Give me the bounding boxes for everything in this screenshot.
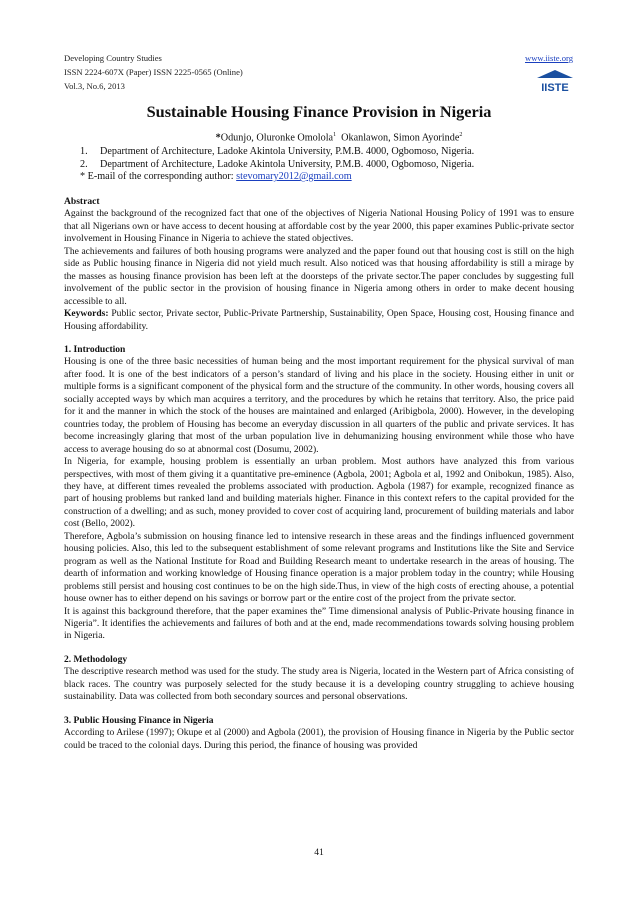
keywords-text: Public sector, Private sector, Public-Private Partnership, Sustainability, Open Space, Housing cost, Housing finance and Housing affordability.: [64, 308, 574, 332]
intro-heading: 1. Introduction: [64, 343, 126, 355]
logo-text: IISTE: [541, 82, 569, 94]
methodology-text: The descriptive research method was used for the study. The study area is Nigeria, located in the Western part of Africa consisting of black races. The country was purposely selected for the study because it is a developing country struggling to achieve housing sustainability. Data was collected from both secondary sources and personal observations.: [64, 666, 574, 703]
affiliation-1-num: 1.: [80, 146, 88, 157]
author-2: Okanlawon, Simon Ayorinde: [341, 132, 460, 144]
paper-title: Sustainable Housing Finance Provision in Nigeria: [146, 102, 492, 121]
affiliation-2: [80, 158, 474, 171]
paper-body: [64, 196, 574, 752]
abstract-text-2: The achievements and failures of both housing programs were analyzed and the paper found out that housing cost is still on the high side as Public housing finance in Nigeria did not yield much result. Also noticed was that housing affordability is still a mirage by the masses as housing finance provision has been left at the doorsteps of the private sector.The paper concludes by suggesting full involvement of the public sector in the provision of housing finance in Nigeria among others in order to make decent housing accessible to all.: [64, 245, 574, 307]
iiste-logo: [535, 66, 575, 94]
page-number: 41: [314, 847, 324, 858]
journal-url-link[interactable]: www.iiste.org: [525, 53, 573, 63]
public-finance-heading: 3. Public Housing Finance in Nigeria: [64, 714, 214, 726]
author-2-sup: 2: [459, 132, 463, 138]
abstract-text: Against the background of the recognized fact that one of the objectives of Nigeria National Housing Policy of 1991 was to ensure that all Nigerians own or have access to decent housing at affordable cost by the year 2000, this paper examines Public-private sector involvement in Housing Finance in Nigeria to achieve the stated objectives.: [64, 208, 574, 245]
affiliation-2-text: Department of Architecture, Ladoke Akintola University, P.M.B. 4000, Ogbomoso, Nigeria.: [100, 159, 475, 170]
affiliation-2-num: 2.: [80, 159, 88, 170]
corresponding-marker: *: [215, 132, 221, 144]
email-prefix: * E-mail of the corresponding author:: [80, 171, 237, 182]
intro-paragraph-4: It is against this background therefore, that the paper examines the” Time dimensional analysis of Public-Private housing finance in Nigeria”. It identifies the achievements and failures of both and at the end, made recommendations towards solving housing problem in Nigeria.: [64, 605, 574, 642]
intro-paragraph-1: Housing is one of the three basic necessities of human being and the most important requirement for the physical survival of man after food. It is one of the best indicators of a person’s standard of living and his place in the society. Housing either in unit or multiple forms is a significant component of the physical form and the structure of the community. In other words, housing covers all socially accepted ways by which man acquires a territory, and the procedures by which he retains that territory. Also, the price paid for it and the manner in which the stock of the houses are maintained and enlarged (Aribigbola, 2000). However, in the developing countries today, the problem of Housing has become an everyday discussion in all quarters of the public and private services. It has become increasingly glaring that most of the urban population live in dehumanizing housing environment while those who have access to average housing do so at abnormal cost (Dosumu, 2002).: [64, 356, 574, 455]
abstract-heading: Abstract: [64, 196, 100, 207]
journal-volume: Vol.3, No.6, 2013: [64, 81, 125, 91]
affiliation-1: [80, 145, 474, 158]
keywords-paragraph: [64, 308, 574, 333]
author-1-sup: 1: [333, 132, 337, 138]
journal-issn: ISSN 2224-607X (Paper) ISSN 2225-0565 (Online): [64, 67, 243, 77]
methodology-heading: 2. Methodology: [64, 653, 128, 665]
author-1: Odunjo, Oluronke Omolola: [220, 132, 334, 144]
email-link[interactable]: stevomary2012@gmail.com: [236, 171, 352, 182]
keywords-label: Keywords:: [64, 308, 109, 320]
intro-paragraph-3: Therefore, Agbola’s submission on housing finance led to intensive research in these areas and the findings influenced government housing policies. Also, this led to the subsequent establishment of some relevant programs and Institutions like the Site and Service program as well as the National Institute for Road and Building Research meant to undertake research in the areas of housing. The dearth of information and working knowledge of Housing finance operation is a major problem today in the country; while Housing problems still persist and housing cost continues to be on the high side.Thus, in view of the high costs of erecting ahouse, a potential house owner has to either depend on his savings or borrow part or the entire cost of the project from the private sector.: [64, 530, 574, 605]
affiliation-1-text: Department of Architecture, Ladoke Akintola University, P.M.B. 4000, Ogbomoso, Nigeria.: [100, 146, 475, 157]
public-finance-text: According to Arilese (1997); Okupe et al (2000) and Agbola (2001), the provision of Housing finance in Nigeria by the Public sector could be traced to the colonial days. During this period, the finance of housing was provided: [64, 727, 574, 751]
corresponding-email-line: [80, 171, 352, 182]
journal-name: Developing Country Studies: [64, 53, 162, 63]
intro-paragraph-2: In Nigeria, for example, housing problem is essentially an urban problem. Most authors have analyzed this from various perspectives, with most of them giving it a quantitative pre-eminence (Agbola, 2001; Agbola et al, 1992 and Onibokun, 1985). Also, they have, at different times revealed the problems associated with production. Agbola (1987) for example, recognized finance as part of housing problems but ranked land and building materials higher. Finance in this context refers to the capital provided for the construction of a dwelling; and as such, money provided to cover cost of acquiring land, procurement of building materials and labor cost (Bello, 2002).: [64, 456, 574, 530]
author-line: [0, 132, 638, 143]
